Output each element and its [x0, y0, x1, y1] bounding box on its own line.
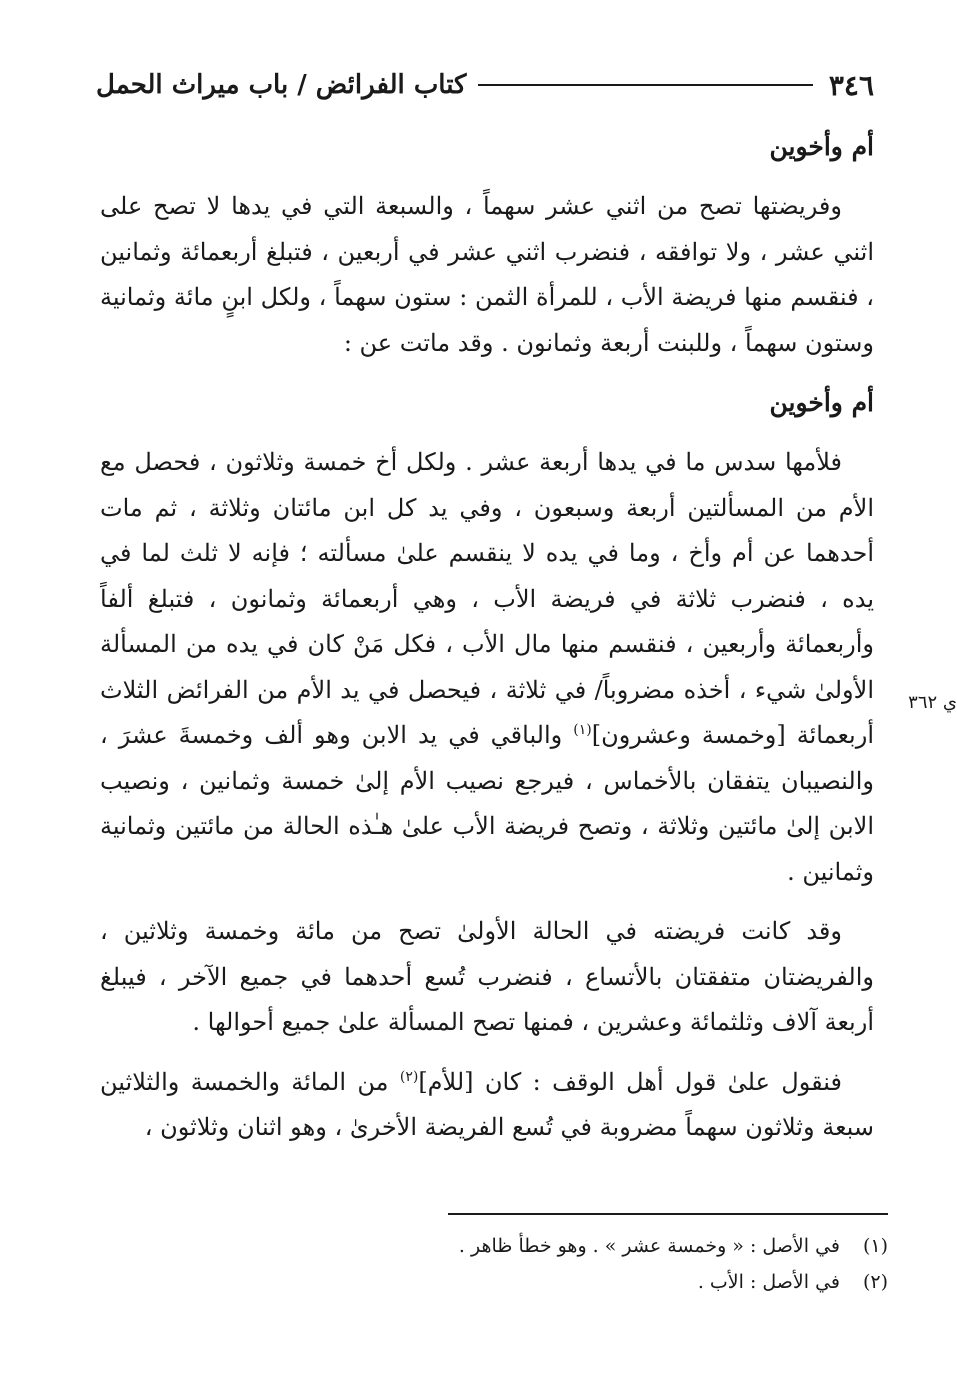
paragraph-2-text-a: فلأمها سدس ما في يدها أربعة عشر . ولكل أخ خمسة وثلاثون ، فحصل مع الأم من المسألتين أربعة وسبعون ، وفي يد كل ابن مائتان وثلاثة ، ثم مات أحدهما عن أم وأخ ، وما في يده لا ينقسم علىٰ مسألته ؛ فإنه لا ثلث لما في يده ، فنضرب ثلاثة في فريضة الأب ، وهي أربعمائة وثمانون ، فتبلغ ألفاً وأربعمائة وأربعين ، فنقسم منها مال الأب ، فكل مَنْ كان في يده من المسألة الأولىٰ شيء ، أخذه مضروباً/ في ثلاثة ، فيحصل في يد الأم من الفرائض الثلاث أربعمائة [وخمسة وعشرون] [100, 448, 874, 749]
footnote-ref-1[interactable]: (١) [573, 722, 592, 738]
section-heading-1: أم وأخوين [769, 132, 874, 161]
main-text [100, 124, 874, 1151]
footnote-2 [300, 1264, 888, 1300]
paragraph-2-text-b: والباقي في يد الابن وهو ألف وخمسةَ عشرَ ، والنصيبان يتفقان بالأخماس ، فيرجع نصيب الأم إلىٰ خمسة وثمانين ، ونصيب الابن إلىٰ مائتين وثلاثة ، وتصح فريضة الأب علىٰ هـٰذه الحالة من مائتين وثمانية وثمانين . [100, 721, 874, 886]
paragraph-2 [100, 440, 874, 895]
paragraph-4-text-a: فنقول علىٰ قول أهل الوقف : كان [للأم] [418, 1067, 842, 1096]
margin-manuscript-reference: ي ٣٦٢ [908, 692, 957, 713]
spacer [100, 895, 874, 909]
footnotes [300, 1228, 888, 1300]
spacer [100, 170, 874, 184]
page-number: ٣٤٦ [828, 68, 874, 102]
footnote-ref-2[interactable]: (٢) [399, 1068, 419, 1085]
footnote-number: (٢) [862, 1271, 888, 1293]
page-header [96, 62, 874, 108]
header-rule [478, 84, 812, 86]
footnote-number: (١) [862, 1235, 888, 1257]
footnote-text: في الأصل : « وخمسة عشر » . وهو خطأ ظاهر . [458, 1235, 840, 1257]
footnote-1 [300, 1228, 888, 1264]
footnote-rule [448, 1213, 888, 1215]
running-title: كتاب الفرائض / باب ميراث الحمل [96, 70, 467, 100]
spacer [100, 426, 874, 440]
paragraph-3: وقد كانت فريضته في الحالة الأولىٰ تصح من مائة وخمسة وثلاثين ، والفريضتان متفقتان بالأتساع ، فنضرب تُسع أحدهما في جميع الآخر ، فيبلغ أربعة آلاف وثلثمائة وعشرين ، فمنها تصح المسألة علىٰ جميع أحوالها . [100, 917, 874, 1036]
paragraph-1: وفريضتها تصح من اثني عشر سهماً ، والسبعة التي في يدها لا تصح على اثني عشر ، ولا توافقه ، فنضرب اثني عشر في أربعين ، فتبلغ أربعمائة وثمانين ، فنقسم منها فريضة الأب ، للمرأة الثمن : ستون سهماً ، ولكل ابنٍ مائة وثمانية وستون سهماً ، وللبنت أربعة وثمانون . وقد ماتت عن : [100, 192, 874, 357]
spacer [100, 366, 874, 380]
paragraph-4 [100, 1060, 874, 1151]
footnote-text: في الأصل : الأب . [697, 1271, 840, 1293]
section-heading-2: أم وأخوين [769, 388, 874, 417]
spacer [100, 1046, 874, 1060]
paragraph-4-text-b: من المائة والخمسة والثلاثين سبعة وثلاثون سهماً مضروبة في تُسع الفريضة الأخرىٰ ، وهو اثنان وثلاثون ، [100, 1067, 874, 1141]
